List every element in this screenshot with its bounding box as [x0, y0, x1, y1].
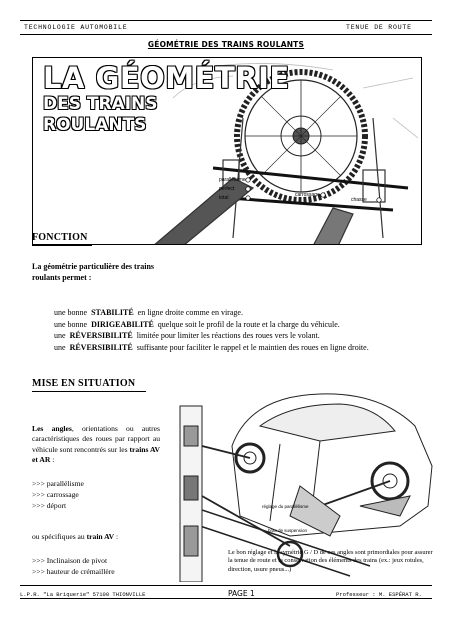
fonction-item [54, 319, 369, 331]
item-text: limitée pour limiter les réactions des roues vers le volant. [136, 331, 320, 341]
item-text: quelque soit le profil de la route et la charge du véhicule. [157, 319, 340, 329]
av-intro-pre: ou spécifiques au [32, 532, 87, 541]
situation-list-1 [32, 479, 84, 511]
list-item: >>> hauteur de crémaillère [32, 566, 115, 576]
footer-rule [20, 585, 432, 586]
item-text: en ligne droite comme en virage. [137, 308, 243, 317]
item-keyword: STABILITÉ [91, 308, 134, 317]
footer-bottom-rule [20, 598, 432, 599]
title-block [43, 61, 290, 135]
legend-total: total [219, 195, 229, 201]
fonction-list [54, 307, 369, 353]
legend-perfect: perfect [219, 186, 235, 192]
header-subject: TECHNOLOGIE AUTOMOBILE [24, 24, 128, 31]
situation-lead: Les angles [32, 424, 72, 433]
situation-note: Le bon réglage et la symétrie G / D de ces angles sont primordiales pour assurer la tenue de route et la conservation des éléments des trains (ex.: jeux rotules, direction, usure pneus...) [228, 549, 433, 573]
item-keyword: DIRIGEABILITÉ [91, 319, 154, 329]
fonction-item [54, 342, 369, 354]
situation-bold: trains AV et AR [32, 444, 161, 464]
footer-teacher: Professeur : M. ESPÉRAT R. [336, 591, 422, 598]
legend-chasse: chasse [351, 197, 367, 203]
list-item: >>> déport [32, 500, 67, 510]
situation-paragraph [32, 424, 160, 465]
situation-body: , orientations ou autres caractéristiques des roues par rapport au véhicule sont rencontrés sur les [32, 424, 161, 454]
illustration-legend-left [219, 176, 246, 203]
item-prefix: une bonne [54, 319, 88, 329]
list-item: >>> Inclinaison de pivot [32, 556, 108, 565]
av-intro-end: : [114, 532, 119, 541]
legend-carrossage: carrossage [295, 192, 320, 198]
fonction-heading-rule [32, 245, 92, 246]
item-keyword: RÉVERSIBILITÉ [69, 342, 133, 352]
fonction-heading [32, 232, 92, 246]
fonction-item [54, 307, 369, 319]
list-item: >>> carrossage [32, 489, 79, 499]
fonction-intro: La géométrie particulière des trains roulants permet : [32, 262, 155, 282]
fonction-heading-text: FONCTION [32, 232, 88, 243]
situation-end: : [50, 454, 55, 464]
item-prefix: une [54, 331, 66, 341]
item-text: suffisante pour faciliter le rappel et le maintien des roues en ligne droite. [136, 342, 369, 352]
situation-list-2 [32, 556, 115, 578]
situation-heading-rule [32, 391, 146, 392]
situation-av-intro [32, 532, 118, 543]
diagram-label-bras: bras de suspension [268, 528, 308, 533]
title-line-3: ROULANTS [43, 114, 147, 135]
header-subtitle: GÉOMÉTRIE DES TRAINS ROULANTS [147, 40, 305, 49]
situation-heading [32, 378, 146, 392]
header-topic: TENUE DE ROUTE [346, 24, 412, 31]
footer-page-number: PAGE 1 [228, 589, 255, 598]
footer-school: L.P.R. "La Briquerie" 57100 THIONVILLE [20, 591, 146, 598]
header-bottom-rule [20, 34, 432, 35]
av-intro-bold: train AV [86, 532, 115, 541]
item-prefix: une [54, 342, 66, 352]
item-prefix: une bonne [54, 308, 88, 317]
fonction-item [54, 330, 369, 342]
list-item: >>> parallélisme [32, 479, 84, 488]
title-line-2: DES TRAINS [43, 94, 158, 114]
title-line-1: LA GÉOMÉTRIE [43, 61, 290, 95]
title-box [32, 57, 422, 245]
situation-heading-text: MISE EN SITUATION [32, 378, 136, 389]
legend-parallelisme: parallélisme [219, 177, 246, 183]
item-keyword: RÉVERSIBILITÉ [69, 331, 133, 341]
header-top-rule [20, 20, 432, 21]
diagram-label-parallelisme: réglage du parallélisme [262, 504, 309, 509]
